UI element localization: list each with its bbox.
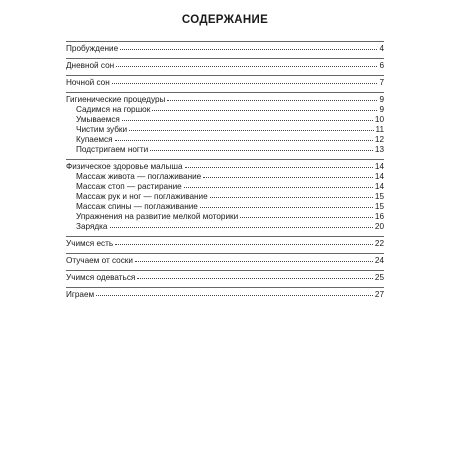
toc-entry-label: Массаж спины — поглаживание: [76, 201, 198, 211]
toc-entry-label: Массаж рук и ног — поглаживание: [76, 191, 208, 201]
toc-entry-label: Садимся на горшок: [76, 104, 151, 114]
toc-entry-label: Гигиенические процедуры: [66, 94, 166, 104]
section-divider: [66, 41, 384, 42]
dot-leader: [184, 187, 373, 188]
dot-leader: [115, 244, 373, 245]
dot-leader: [96, 295, 373, 296]
toc-entry-page: 7: [379, 77, 384, 87]
toc-entry: [66, 61, 384, 71]
section-divider: [66, 253, 384, 254]
toc-entry: [66, 78, 384, 88]
toc-entry-label: Учимся есть: [66, 238, 114, 248]
toc-subentry: [66, 182, 384, 192]
dot-leader: [152, 110, 377, 111]
dot-leader: [110, 227, 373, 228]
toc-entry: [66, 162, 384, 172]
toc-entry-page: 13: [374, 144, 384, 154]
toc-entry-label: Купаемся: [76, 134, 113, 144]
dot-leader: [116, 66, 377, 67]
dot-leader: [112, 83, 378, 84]
dot-leader: [240, 217, 373, 218]
toc-entry-page: 14: [374, 171, 384, 181]
toc-subentry: [66, 192, 384, 202]
toc-entry-page: 22: [374, 238, 384, 248]
section-divider: [66, 75, 384, 76]
toc-entry-label: Массаж живота — поглаживание: [76, 171, 202, 181]
toc-entry-page: 10: [374, 114, 384, 124]
dot-leader: [200, 207, 373, 208]
toc-entry-page: 20: [374, 221, 384, 231]
toc-entry-label: Ночной сон: [66, 77, 110, 87]
toc-entry: [66, 239, 384, 249]
toc-entry-label: Учимся одеваться: [66, 272, 136, 282]
toc-entry-label: Отучаем от соски: [66, 255, 133, 265]
toc-subentry: [66, 172, 384, 182]
dot-leader: [135, 261, 373, 262]
toc-subentry: [66, 212, 384, 222]
dot-leader: [129, 130, 373, 131]
dot-leader: [185, 167, 373, 168]
dot-leader: [210, 197, 373, 198]
dot-leader: [120, 49, 377, 50]
toc-entry-page: 11: [375, 124, 384, 134]
toc-entry: [66, 273, 384, 283]
toc-entry-page: 4: [379, 43, 384, 53]
toc-entry-page: 6: [379, 60, 384, 70]
toc-entry-label: Умываемся: [76, 114, 120, 124]
toc-entry: [66, 44, 384, 54]
toc-entry-label: Физическое здоровье малыша: [66, 161, 183, 171]
toc-entry-page: 25: [374, 272, 384, 282]
dot-leader: [150, 150, 373, 151]
section-divider: [66, 58, 384, 59]
toc-subentry: [66, 145, 384, 155]
toc-entry-label: Упражнения на развитие мелкой моторики: [76, 211, 239, 221]
toc-subentry: [66, 125, 384, 135]
dot-leader: [115, 140, 373, 141]
toc-entry-page: 14: [374, 161, 384, 171]
toc-entry-page: 27: [374, 289, 384, 299]
dot-leader: [137, 278, 373, 279]
toc-subentry: [66, 115, 384, 125]
toc-subentry: [66, 202, 384, 212]
page-title: СОДЕРЖАНИЕ: [181, 14, 269, 26]
dot-leader: [122, 120, 373, 121]
toc-subentry: [66, 105, 384, 115]
toc-entry-label: Играем: [66, 289, 95, 299]
section-divider: [66, 236, 384, 237]
toc-entry: [66, 95, 384, 105]
toc-entry-label: Массаж стоп — растирание: [76, 181, 182, 191]
toc-entry-label: Дневной сон: [66, 60, 115, 70]
toc-entry-page: 9: [379, 94, 384, 104]
dot-leader: [203, 177, 373, 178]
section-divider: [66, 92, 384, 93]
toc-entry-page: 14: [374, 181, 384, 191]
toc-entry: [66, 256, 384, 266]
table-of-contents: [66, 41, 384, 300]
section-divider: [66, 270, 384, 271]
toc-entry-page: 15: [374, 201, 384, 211]
toc-entry-page: 9: [379, 104, 384, 114]
section-divider: [66, 159, 384, 160]
toc-entry-label: Чистим зубки: [76, 124, 128, 134]
toc-entry-label: Пробуждение: [66, 43, 119, 53]
toc-entry-page: 16: [374, 211, 384, 221]
section-divider: [66, 287, 384, 288]
toc-entry-page: 12: [374, 134, 384, 144]
toc-entry-page: 15: [374, 191, 384, 201]
dot-leader: [167, 100, 377, 101]
toc-entry-page: 24: [374, 255, 384, 265]
toc-subentry: [66, 135, 384, 145]
toc-entry: [66, 290, 384, 300]
toc-entry-label: Зарядка: [76, 221, 108, 231]
toc-entry-label: Подстригаем ногти: [76, 144, 149, 154]
toc-subentry: [66, 222, 384, 232]
